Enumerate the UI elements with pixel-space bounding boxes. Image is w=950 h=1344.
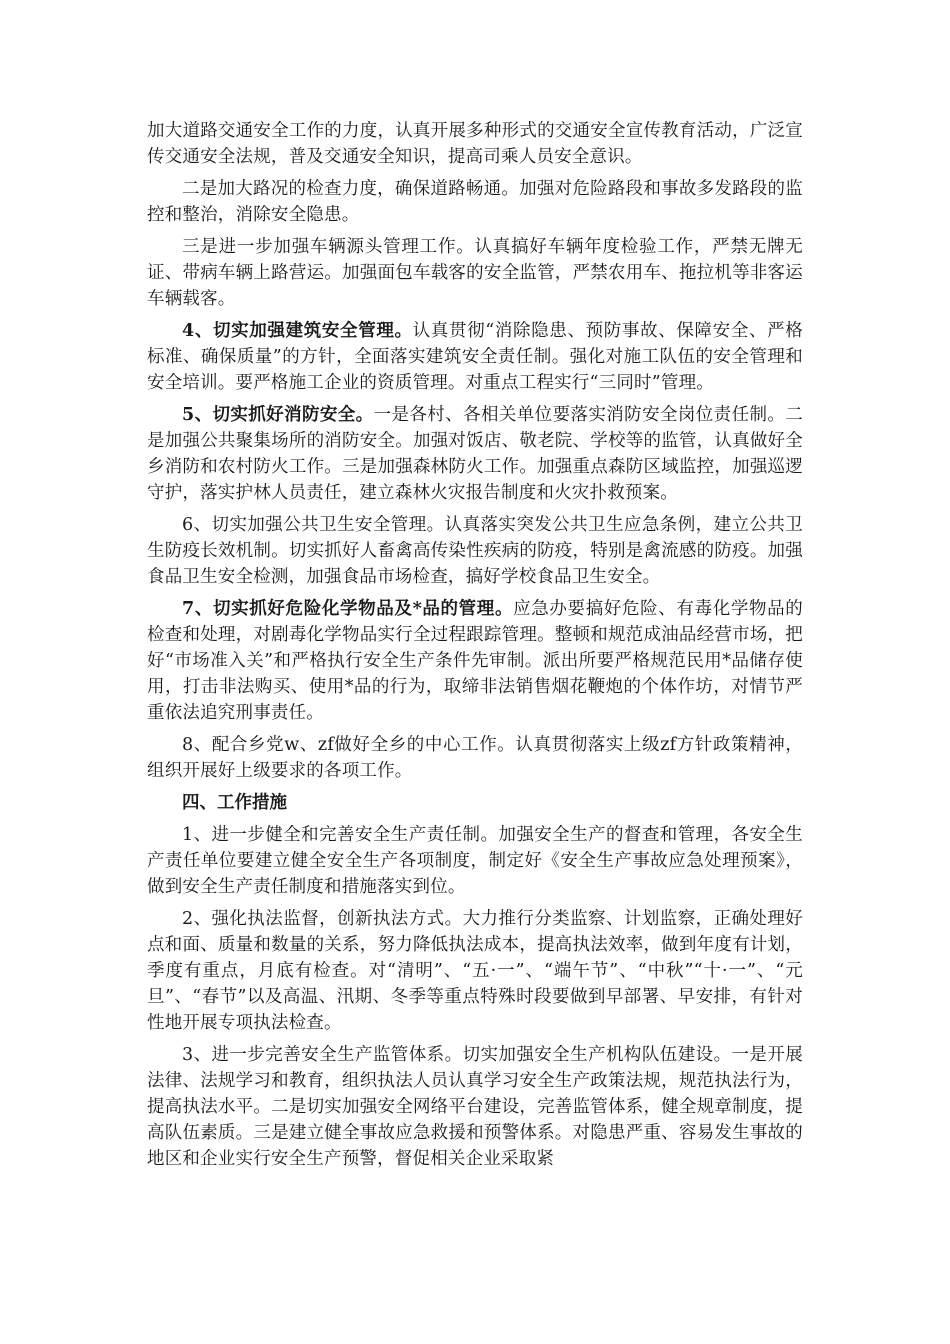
paragraph-text: 6、切实加强公共卫生安全管理。认真落实突发公共卫生应急条例，建立公共卫生防疫长效机制。切实抓好人畜禽高传染性疾病的防疫，特别是禽流感的防疫。加强食品卫生安全检测，加强食品市场检查，搞好学校食品卫生安全。	[147, 515, 803, 587]
paragraph-text: 应急办要搞好危险、有毒化学物品的检查和处理，对剧毒化学物品实行全过程跟踪管理。整顿和规范成油品经营市场，把好“市场准入关”和严格执行安全生产条件先审制。派出所要严格规范民用*品储存使用，打击非法购买、使用*品的行为，取缔非法销售烟花鞭炮的个体作坊，对情节严重依法追究刑事责任。	[147, 599, 803, 723]
paragraph-construction-safety	[147, 318, 803, 396]
paragraph-text: 8、配合乡党w、zf做好全乡的中心工作。认真贯彻落实上级zf方针政策精神，组织开展好上级要求的各项工作。	[147, 735, 803, 781]
document-page	[147, 118, 803, 1178]
paragraph-lead: 7、切实抓好危险化学物品及*品的管理。	[182, 599, 514, 619]
paragraph-text: 二是加大路况的检查力度，确保道路畅通。加强对危险路段和事故多发路段的监控和整治，消除安全隐患。	[147, 179, 803, 225]
paragraph-text: 认真贯彻“消除隐患、预防事故、保障安全、严格标准、确保质量”的方针，全面落实建筑安全责任制。强化对施工队伍的安全管理和安全培训。要严格施工企业的资质管理。对重点工程实行“三同时”管理。	[147, 321, 803, 393]
paragraph-fire-safety	[147, 402, 803, 506]
paragraph-lead: 4、切实加强建筑安全管理。	[182, 321, 413, 341]
paragraph-hazardous-chemicals	[147, 596, 803, 726]
paragraph-text: 一是各村、各相关单位要落实消防安全岗位责任制。二是加强公共聚集场所的消防安全。加强对饭店、敬老院、学校等的监管，认真做好全乡消防和农村防火工作。三是加强森林防火工作。加强重点森防区域监控，加强巡逻守护，落实护林人员责任，建立森林火灾报告制度和火灾扑救预案。	[147, 405, 803, 503]
measure-item-3: 3、进一步完善安全生产监管体系。切实加强安全生产机构队伍建设。一是开展法律、法规学习和教育，组织执法人员认真学习安全生产政策法规，规范执法行为，提高执法水平。二是切实加强安全网络平台建设，完善监管体系，健全规章制度，提高队伍素质。三是建立健全事故应急救援和预警体系。对隐患严重、容易发生事故的地区和企业实行安全生产预警，督促相关企业采取紧	[147, 1045, 803, 1169]
paragraph-text: 三是进一步加强车辆源头管理工作。认真搞好车辆年度检验工作，严禁无牌无证、带病车辆上路营运。加强面包车载客的安全监管，严禁农用车、拖拉机等非客运车辆载客。	[147, 237, 803, 309]
measure-item-1: 1、进一步健全和完善安全生产责任制。加强安全生产的督查和管理，各安全生产责任单位要建立健全安全生产各项制度，制定好《安全生产事故应急处理预案》，做到安全生产责任制度和措施落实到位。	[147, 825, 803, 897]
paragraph-traffic-continued	[147, 118, 803, 170]
paragraph-central-work	[147, 732, 803, 784]
paragraph-lead: 5、切实抓好消防安全。	[182, 405, 374, 425]
paragraph-public-health	[147, 512, 803, 590]
section-heading: 四、工作措施	[182, 793, 287, 813]
paragraph-vehicle-management	[147, 234, 803, 312]
measure-item-2: 2、强化执法监督，创新执法方式。大力推行分类监察、计划监察，正确处理好点和面、质量和数量的关系，努力降低执法成本，提高执法效率，做到年度有计划，季度有重点，月底有检查。对“清明”、“五·一”、“端午节”、“中秋”“十·一”、“元旦”、“春节”以及高温、汛期、冬季等重点特殊时段要做到早部署、早安排，有针对性地开展专项执法检查。	[147, 909, 803, 1033]
paragraph-road-inspection	[147, 176, 803, 228]
paragraph-text: 加大道路交通安全工作的力度，认真开展多种形式的交通安全宣传教育活动，广泛宣传交通安全法规，普及交通安全知识，提高司乘人员安全意识。	[147, 121, 803, 167]
